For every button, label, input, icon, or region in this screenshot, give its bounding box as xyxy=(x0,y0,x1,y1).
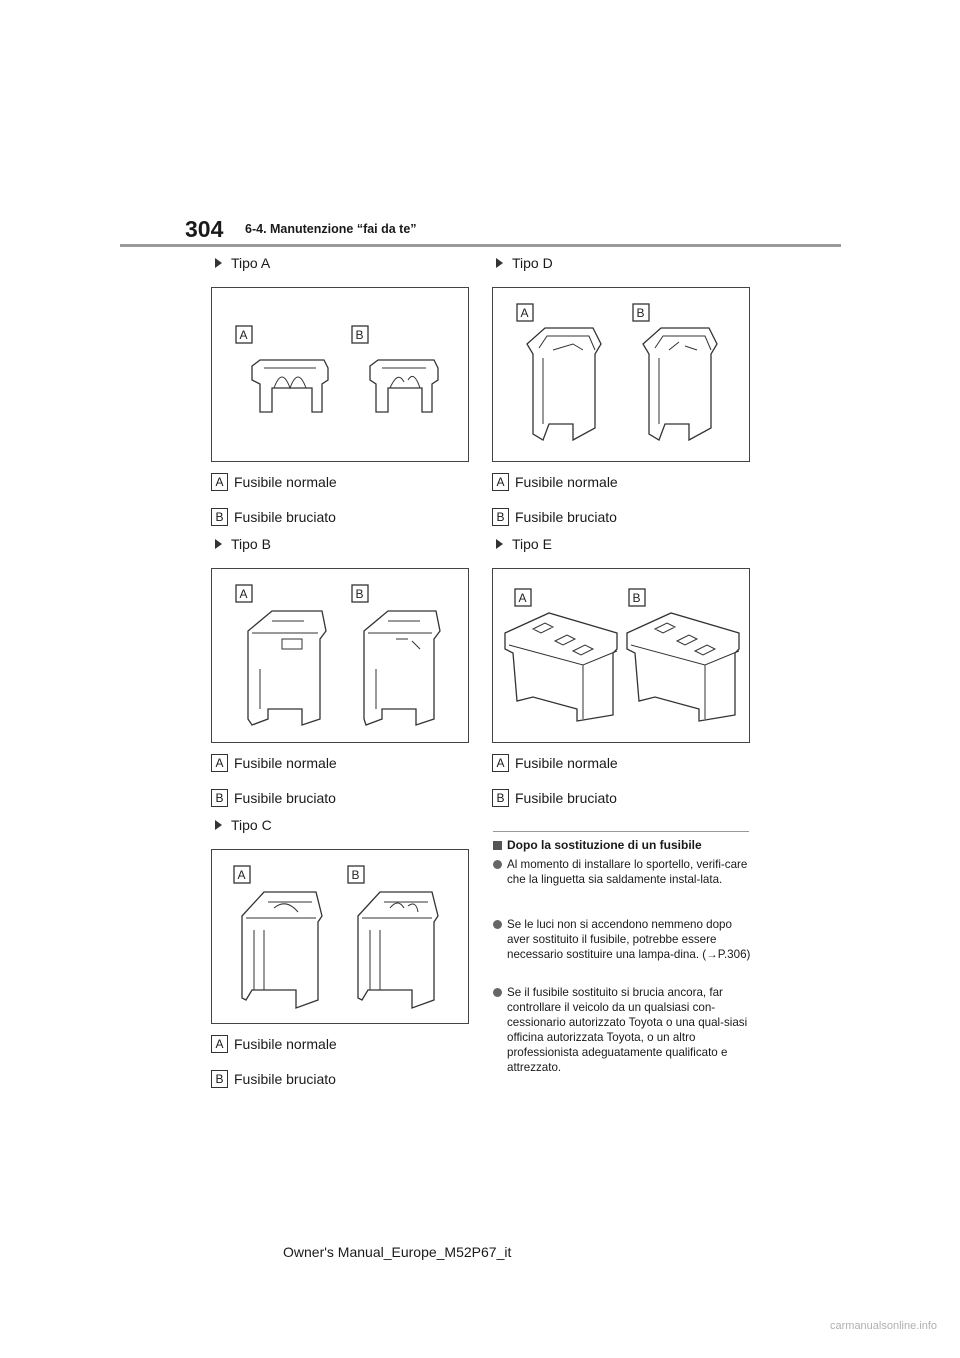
fuse-blown-drawing xyxy=(643,328,717,440)
tipo-d-heading: Tipo D xyxy=(496,255,553,271)
fuse-normal-drawing xyxy=(242,892,322,1008)
legend-blown-d: B Fusibile bruciato xyxy=(492,508,617,526)
header-divider xyxy=(120,244,841,247)
legend-blown-b: B Fusibile bruciato xyxy=(211,789,336,807)
svg-text:A: A xyxy=(520,306,529,320)
fuse-figure-c xyxy=(211,849,469,1024)
fuse-normal-drawing xyxy=(505,613,617,721)
note-item: Al momento di installare lo sportello, verifi-care che la linguetta sia saldamente instal-lata. xyxy=(493,857,751,887)
svg-text:A: A xyxy=(239,587,248,601)
arrow-icon xyxy=(215,258,222,268)
legend-blown-c: B Fusibile bruciato xyxy=(211,1070,336,1088)
fuse-normal-drawing xyxy=(527,328,601,440)
svg-text:B: B xyxy=(355,328,364,342)
fuse-normal-drawing xyxy=(248,611,326,725)
tipo-e-heading: Tipo E xyxy=(496,536,552,552)
watermark: carmanualsonline.info xyxy=(830,1320,938,1332)
page-number: 304 xyxy=(185,216,224,242)
fuse-normal-drawing xyxy=(252,360,328,412)
tipo-a-heading: Tipo A xyxy=(215,255,270,271)
arrow-icon xyxy=(496,539,503,549)
fuse-blown-drawing xyxy=(370,360,438,412)
svg-text:B: B xyxy=(632,591,641,605)
note-item: Se le luci non si accendono nemmeno dopo aver sostituito il fusibile, potrebbe essere necessario sostituire una lampa-dina. (→P.306) xyxy=(493,917,751,962)
section-title: 6-4. Manutenzione “fai da te” xyxy=(245,222,417,236)
svg-text:A: A xyxy=(237,868,246,882)
svg-text:A: A xyxy=(239,328,248,342)
fuse-figure-d xyxy=(492,287,750,462)
arrow-icon xyxy=(215,539,222,549)
fuse-blown-drawing xyxy=(364,611,440,725)
tipo-c-heading: Tipo C xyxy=(215,817,272,833)
svg-text:B: B xyxy=(636,306,645,320)
notes-heading: Dopo la sostituzione di un fusibile xyxy=(493,838,702,852)
svg-text:B: B xyxy=(355,587,364,601)
bullet-icon xyxy=(493,860,502,869)
legend-normal-e: A Fusibile normale xyxy=(492,754,618,772)
arrow-icon xyxy=(496,258,503,268)
legend-normal-a: A Fusibile normale xyxy=(211,473,337,491)
notes-divider xyxy=(493,831,749,832)
tipo-b-heading: Tipo B xyxy=(215,536,271,552)
legend-normal-c: A Fusibile normale xyxy=(211,1035,337,1053)
fuse-blown-drawing xyxy=(627,613,739,721)
fuse-figure-b xyxy=(211,568,469,743)
bullet-icon xyxy=(493,920,502,929)
arrow-icon xyxy=(215,820,222,830)
fuse-figure-e xyxy=(492,568,750,743)
legend-normal-b: A Fusibile normale xyxy=(211,754,337,772)
note-item: Se il fusibile sostituito si brucia ancora, far controllare il veicolo da un qualsiasi con-cessionario autorizzato Toyota o una qual-siasi officina autorizzata Toyota, o un altro professionista adeguatamente qualificato e attrezzato. xyxy=(493,985,751,1075)
bullet-icon xyxy=(493,988,502,997)
legend-blown-e: B Fusibile bruciato xyxy=(492,789,617,807)
legend-normal-d: A Fusibile normale xyxy=(492,473,618,491)
legend-blown-a: B Fusibile bruciato xyxy=(211,508,336,526)
svg-text:B: B xyxy=(351,868,360,882)
svg-text:A: A xyxy=(518,591,527,605)
fuse-figure-a xyxy=(211,287,469,462)
fuse-blown-drawing xyxy=(358,892,438,1008)
footer-text: Owner's Manual_Europe_M52P67_it xyxy=(283,1244,512,1260)
square-bullet-icon xyxy=(493,841,502,850)
